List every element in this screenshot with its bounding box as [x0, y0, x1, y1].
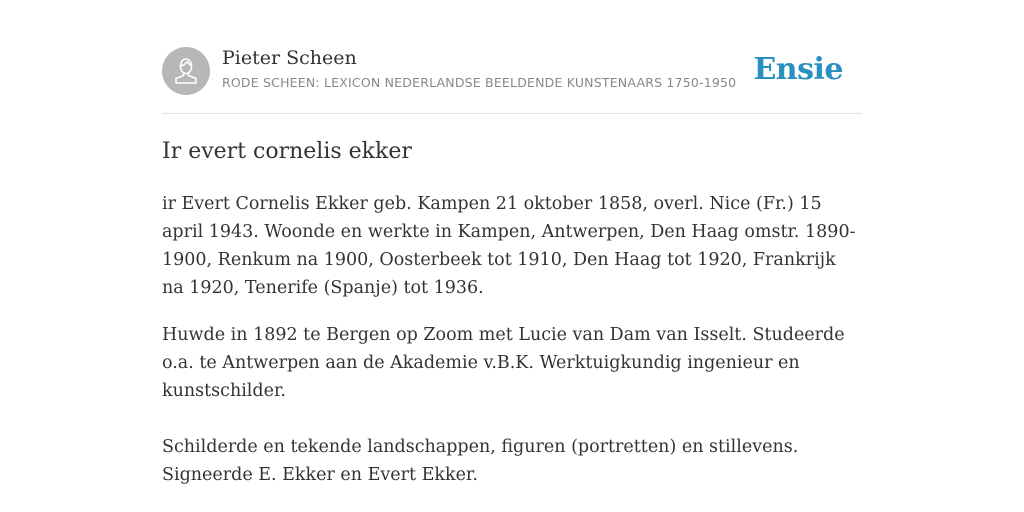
author-avatar[interactable]: [162, 47, 210, 95]
article-title: Ir evert cornelis ekker: [162, 139, 412, 164]
article-paragraph: Huwde in 1892 te Bergen op Zoom met Lucie van Dam van Isselt. Studeerde o.a. te Antwerpen aan de Akademie v.B.K. Werktuigkundig ingenieur en kunstschilder.: [162, 325, 845, 401]
article-body: [162, 190, 862, 489]
header-divider: [162, 113, 862, 114]
source-name[interactable]: RODE SCHEEN: LEXICON NEDERLANDSE BEELDENDE KUNSTENAARS 1750-1950: [222, 75, 737, 90]
article-paragraph: ir Evert Cornelis Ekker geb. Kampen 21 oktober 1858, overl. Nice (Fr.) 15 april 1943. Woonde en werkte in Kampen, Antwerpen, Den Haag omstr. 1890-1900, Renkum na 1900, Oosterbeek tot 1910, Den Haag tot 1920, Frankrijk na 1920, Tenerife (Spanje) tot 1936.: [162, 194, 856, 298]
ensie-logo[interactable]: Ensie: [753, 52, 843, 87]
article-paragraph: Schilderde en tekende landschappen, figuren (portretten) en stillevens. Signeerde E. Ekker en Evert Ekker.: [162, 437, 799, 485]
header: [162, 46, 862, 96]
author-name[interactable]: Pieter Scheen: [222, 47, 357, 69]
user-silhouette-icon: [162, 47, 210, 95]
